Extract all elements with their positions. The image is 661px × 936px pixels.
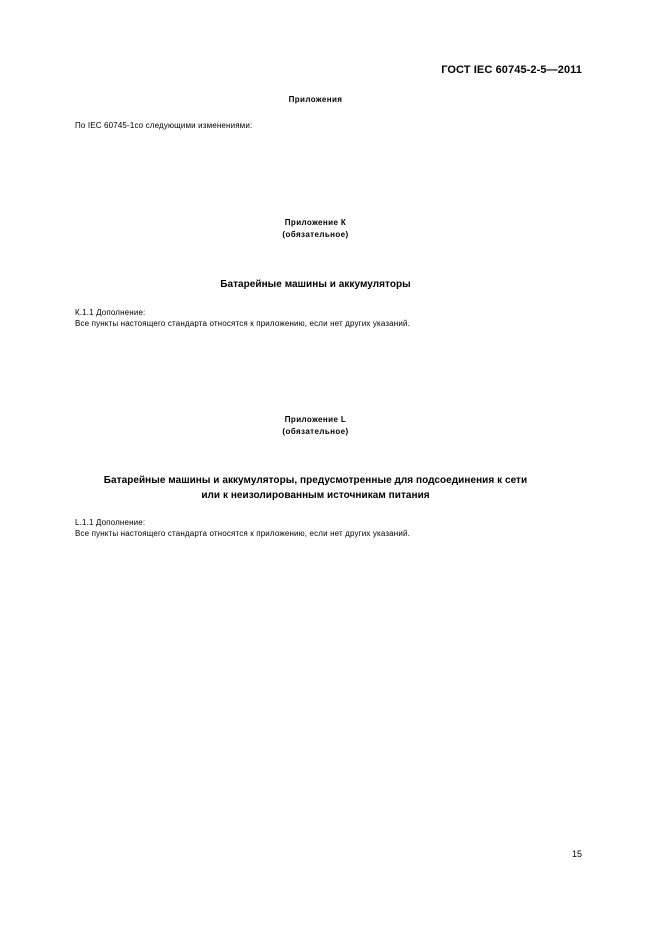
annex-k-clause: К.1.1 Дополнение: bbox=[75, 308, 146, 317]
annex-k-heading: Батарейные машины и аккумуляторы bbox=[220, 279, 411, 290]
annex-k-status: (обязательное) bbox=[282, 230, 349, 239]
appendices-intro: По IEC 60745-1со следующими изменениями: bbox=[75, 121, 253, 130]
page-number: 15 bbox=[571, 849, 582, 859]
annex-l-status: (обязательное) bbox=[282, 427, 349, 436]
annex-k-label: Приложение К bbox=[284, 218, 347, 227]
annex-l-label: Приложение L bbox=[284, 415, 347, 424]
annex-l-text: Все пункты настоящего стандарта относятся к приложению, если нет других указаний. bbox=[75, 529, 410, 538]
annex-k-text: Все пункты настоящего стандарта относятся к приложению, если нет других указаний. bbox=[75, 319, 410, 328]
appendices-title: Приложения bbox=[288, 95, 343, 104]
annex-l-heading-line2: или к неизолированным источникам питания bbox=[201, 490, 430, 501]
document-standard-number: ГОСТ IEC 60745-2-5—2011 bbox=[441, 64, 582, 76]
annex-l-clause: L.1.1 Дополнение: bbox=[75, 518, 146, 527]
annex-l-heading-line1: Батарейные машины и аккумуляторы, предусмотренные для подсоединения к сети bbox=[103, 475, 528, 486]
